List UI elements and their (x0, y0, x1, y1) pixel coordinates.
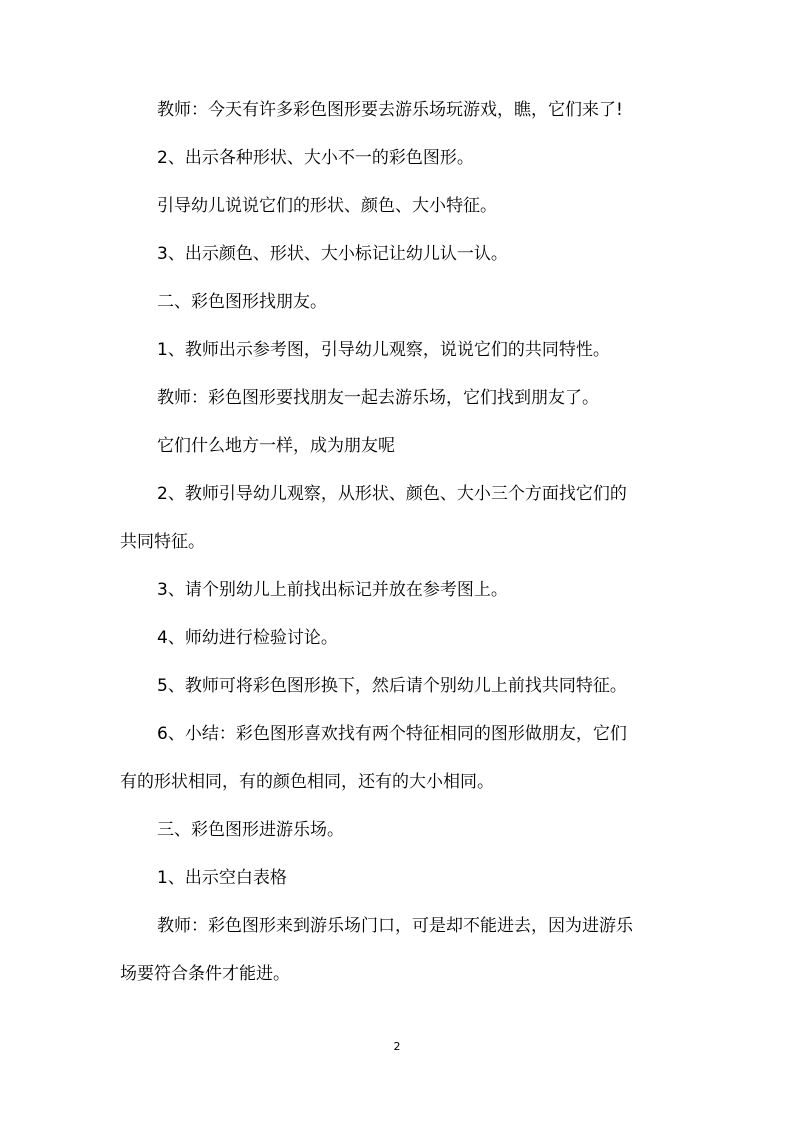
paragraph: 1、教师出示参考图，引导幼儿观察，说说它们的共同特性。 (157, 340, 610, 360)
paragraph: 5、教师可将彩色图形换下，然后请个别幼儿上前找共同特征。 (157, 676, 627, 696)
paragraph-continuation: 共同特征。 (120, 532, 205, 552)
paragraph: 引导幼儿说说它们的形状、颜色、大小特征。 (157, 196, 497, 216)
page-number: 2 (393, 1040, 401, 1053)
paragraph: 教师：彩色图形要找朋友一起去游乐场，它们找到朋友了。 (157, 388, 599, 408)
paragraph: 2、教师引导幼儿观察，从形状、颜色、大小三个方面找它们的 (157, 484, 627, 504)
paragraph: 3、请个别幼儿上前找出标记并放在参考图上。 (157, 580, 508, 600)
paragraph-continuation: 有的形状相同，有的颜色相同，还有的大小相同。 (120, 772, 494, 792)
paragraph: 它们什么地方一样，成为朋友呢 (157, 436, 395, 456)
paragraph: 2、出示各种形状、大小不一的彩色图形。 (157, 148, 474, 168)
section-heading: 二、彩色图形找朋友。 (157, 292, 327, 312)
section-heading: 三、彩色图形进游乐场。 (157, 820, 344, 840)
paragraph: 教师：彩色图形来到游乐场门口，可是却不能进去，因为进游乐 (157, 916, 633, 936)
paragraph: 4、师幼进行检验讨论。 (157, 628, 338, 648)
paragraph: 6、小结：彩色图形喜欢找有两个特征相同的图形做朋友，它们 (157, 724, 627, 744)
paragraph-continuation: 场要符合条件才能进。 (120, 964, 290, 984)
paragraph: 1、出示空白表格 (157, 868, 287, 888)
paragraph: 教师：今天有许多彩色图形要去游乐场玩游戏，瞧，它们来了! (157, 100, 623, 120)
paragraph: 3、出示颜色、形状、大小标记让幼儿认一认。 (157, 244, 508, 264)
